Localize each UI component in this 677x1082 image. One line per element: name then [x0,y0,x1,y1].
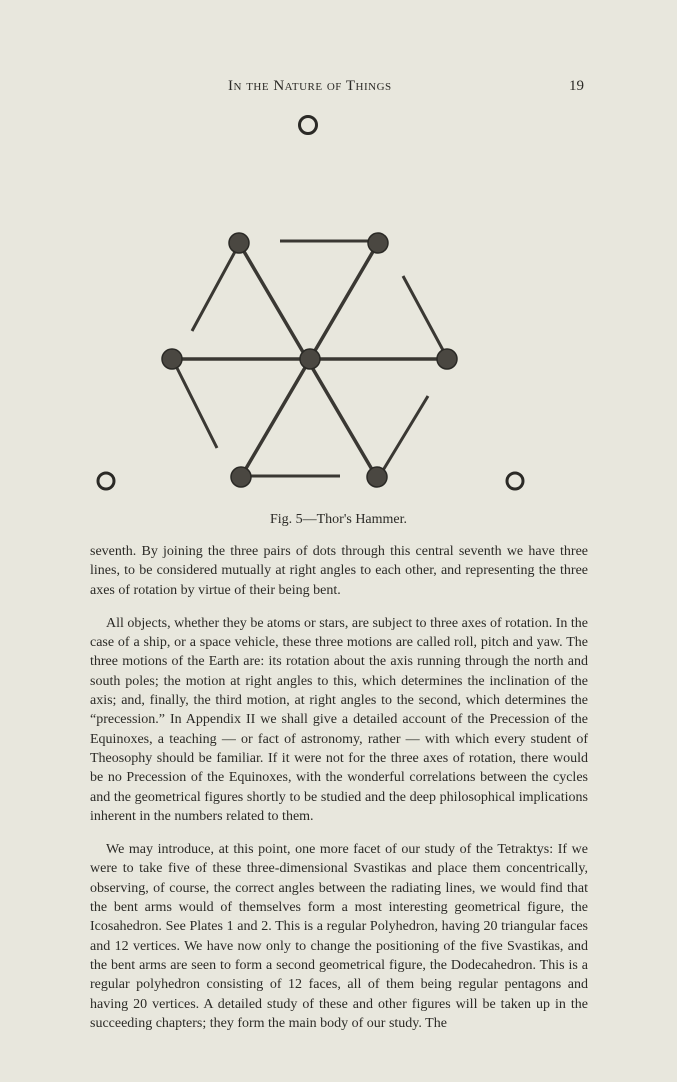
bent-arm-upper-left [192,248,237,331]
paragraph: We may introduce, at this point, one more facet of our study of the Tetraktys: If we were to take five of these three-dimensional Svastikas and place them concentrically, observing, of course, the correct angles between the radiating lines, we would find that the bent arms would of themselves form a most interesting geometrical figure, the Icosahedron. See Plates 1 and 2. This is a regular Polyhedron, having 20 triangular faces and 12 vertices. We have now only to change the positioning of the five Svastikas, and the bent arms are seen to form a second geometrical figure, the Dodecahedron. This is a regular polyhedron consisting of 12 faces, all of them being regular pentagons and having 20 vertices. A detailed study of these and other figures will be taken up in the succeeding chapters; they form the main body of our study. The [90,842,588,1031]
bent-arm-upper-right [403,276,444,352]
dot-top-right [368,233,388,253]
running-head [0,78,677,98]
paragraph: seventh. By joining the three pairs of dots through this central seventh we have three lines, to be considered mutually at right angles to each other, and representing the three axes of rotation by virtue of their being bent. [90,544,588,598]
page-number: 19 [569,78,584,94]
dot-right [437,349,457,369]
dot-bottom-right [367,467,387,487]
thors-hammer-diagram [0,100,677,500]
open-circle-top [300,117,317,134]
figure-thors-hammer [0,100,677,500]
body-text [90,542,588,1047]
bent-arm-lower-left [176,366,217,448]
dot-bottom-left [231,467,251,487]
figure-caption: Fig. 5—Thor's Hammer. [269,512,408,527]
open-circle-left [98,473,114,489]
bent-arm-lower-right [382,396,428,472]
running-title: In the Nature of Things [228,78,392,94]
open-circle-right [507,473,523,489]
dot-center [300,349,320,369]
dot-left [162,349,182,369]
paragraph: All objects, whether they be atoms or stars, are subject to three axes of rotation. In the case of a ship, or a space vehicle, these three motions are called roll, pitch and yaw. The three motions of the Earth are: its rotation about the axis running through the north and south poles; the motion at right angles to this, which determines the inclination of the axis; and, finally, the third motion, at right angles to the second, which determines the “precession.” In Appendix II we shall give a detailed account of the Precession of the Equinoxes, a teaching — or fact of astronomy, rather — with which every student of Theosophy should be familiar. If it were not for the three axes of rotation, there would be no Precession of the Equinoxes, with the wonderful correlations between the cycles and the geometrical figures shortly to be studied and the deep philosophical implications inherent in the numbers related to them. [90,615,588,824]
dot-top-left [229,233,249,253]
